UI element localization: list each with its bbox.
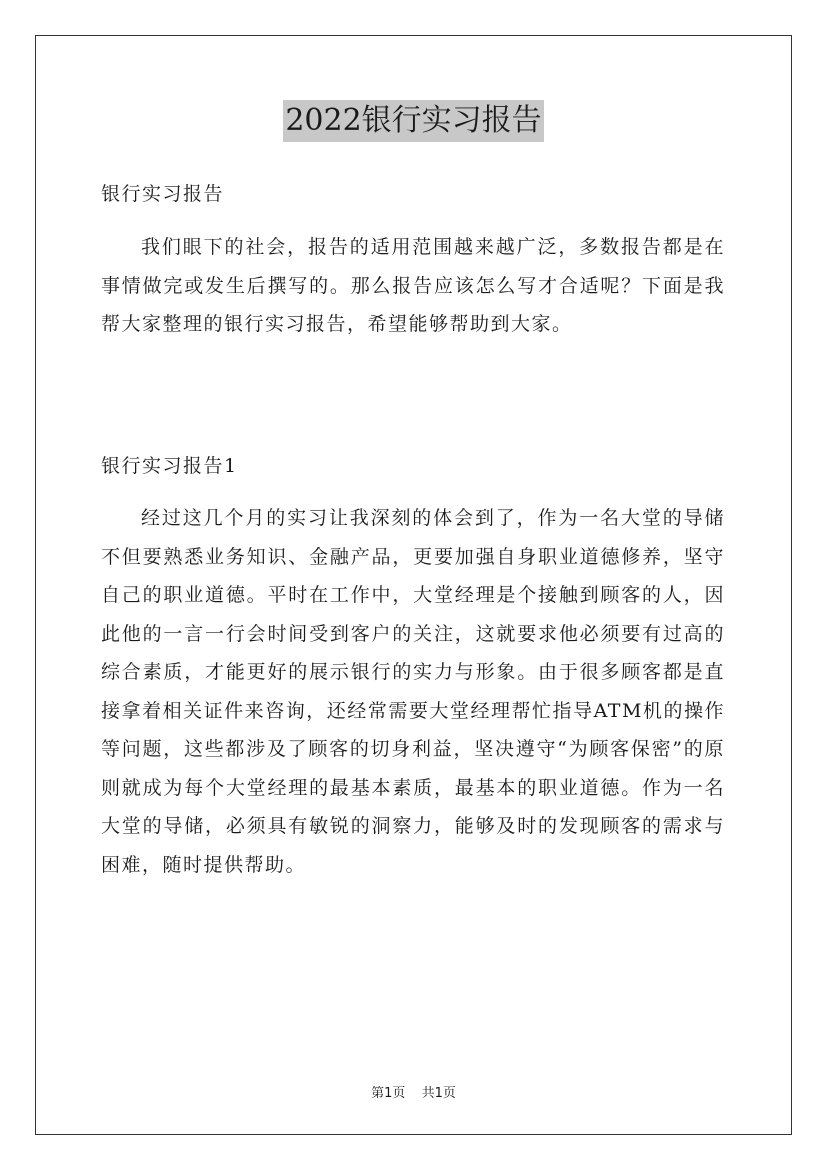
- intro-paragraph: 我们眼下的社会，报告的适用范围越来越广泛，多数报告都是在事情做完或发生后撰写的。那么报告应该怎么写才合适呢？下面是我帮大家整理的银行实习报告，希望能够帮助到大家。: [101, 236, 725, 335]
- page-number: 第1页: [371, 1086, 406, 1101]
- page-footer: [0, 1082, 827, 1101]
- section1-paragraph: 经过这几个月的实习让我深刻的体会到了，作为一名大堂的导储不但要熟悉业务知识、金融产品，更要加强自身职业道德修养，坚守自己的职业道德。平时在工作中，大堂经理是个接触到顾客的人，因此他的一言一行会时间受到客户的关注，这就要求他必须要有过高的综合素质，才能更好的展示银行的实力与形象。由于很多顾客都是直接拿着相关证件来咨询，还经常需要大堂经理帮忙指导ATM机的操作等问题，这些都涉及了顾客的切身利益，坚决遵守“为顾客保密”的原则就成为每个大堂经理的最基本素质，最基本的职业道德。作为一名大堂的导储，必须具有敏锐的洞察力，能够及时的发现顾客的需求与困难，随时提供帮助。: [101, 507, 725, 876]
- intro-heading: 银行实习报告: [101, 183, 225, 205]
- page-total: 共1页: [421, 1086, 456, 1101]
- section1-heading: 银行实习报告1: [101, 455, 238, 477]
- document-title: 2022银行实习报告: [283, 100, 543, 142]
- title-container: [0, 100, 827, 142]
